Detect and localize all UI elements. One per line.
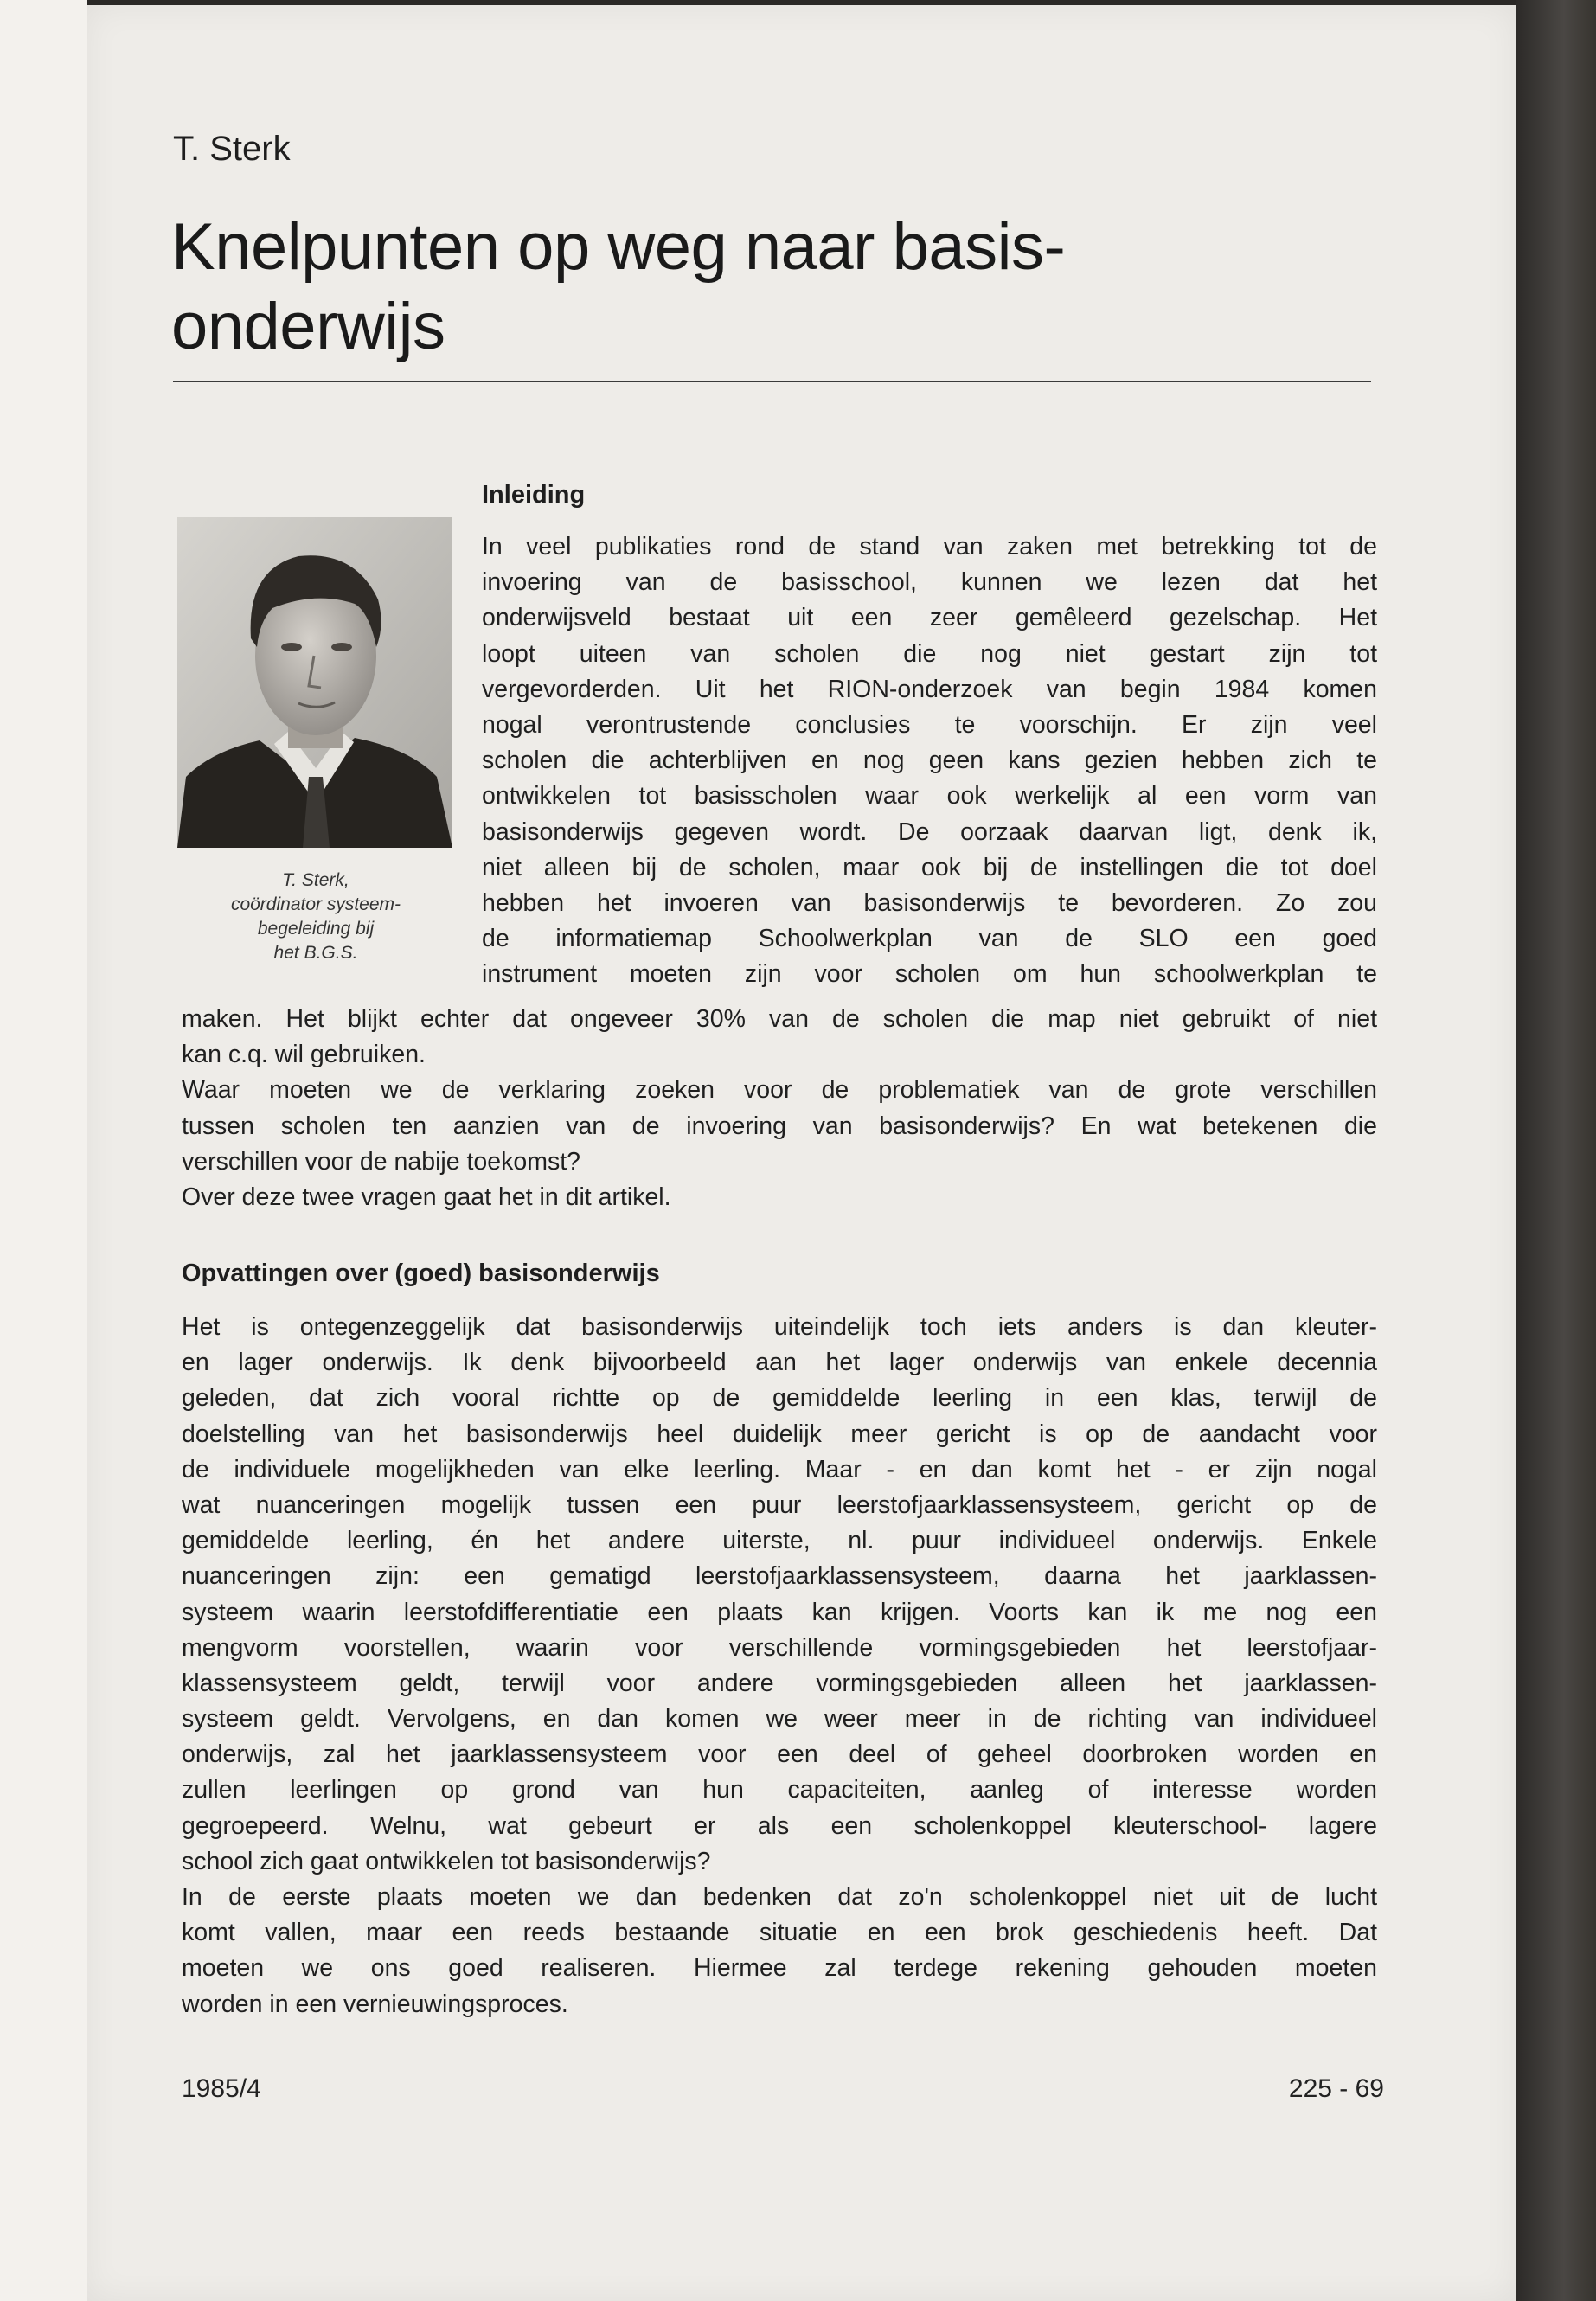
portrait-image — [177, 517, 452, 848]
text-line: basisonderwijs gegeven wordt. De oorzaak daarvan ligt, denk ik, — [482, 817, 1377, 846]
text-line: In de eerste plaats moeten we dan bedenken dat zo'n scholenkoppel niet uit de lucht — [182, 1883, 1377, 1911]
caption-line: het B.G.S. — [273, 943, 358, 963]
scan-right-edge — [1516, 0, 1596, 2301]
text-line: nogal verontrustende conclusies te voorschijn. Er zijn veel — [482, 710, 1377, 739]
text-line: onderwijs, zal het jaarklassensysteem voor een deel of geheel doorbroken worden en — [182, 1740, 1377, 1769]
text-line: Het is ontegenzeggelijk dat basisonderwijs uiteindelijk toch iets anders is dan kleuter- — [182, 1313, 1377, 1341]
text-line: worden in een vernieuwingsproces. — [182, 1990, 568, 2018]
text-line: instrument moeten zijn voor scholen om hun schoolwerkplan te — [482, 960, 1377, 989]
text-line: zullen leerlingen op grond van hun capaciteiten, aanleg of interesse worden — [182, 1776, 1377, 1804]
text-line: hebben het invoeren van basisonderwijs te bevorderen. Zo zou — [482, 888, 1377, 917]
text-line: en lager onderwijs. Ik denk bijvoorbeeld aan het lager onderwijs van enkele decennia — [182, 1349, 1377, 1377]
text-line: gegroepeerd. Welnu, wat gebeurt er als een scholenkoppel kleuterschool- lagere — [182, 1811, 1377, 1840]
opvattingen-paragraph — [182, 1310, 1377, 2022]
text-line: moeten we ons goed realiseren. Hiermee zal terdege rekening gehouden moeten — [182, 1954, 1377, 1983]
article-title — [171, 208, 1400, 367]
text-line: kan c.q. wil gebruiken. — [182, 1041, 426, 1069]
title-divider — [173, 381, 1371, 382]
author-photo — [177, 517, 452, 848]
text-line: mengvorm voorstellen, waarin voor verschillende vormingsgebieden het leerstofjaar- — [182, 1633, 1377, 1662]
text-line: onderwijsveld bestaat uit een zeer gemêleerd gezelschap. Het — [482, 604, 1377, 632]
section-heading-opvattingen: Opvattingen over (goed) basisonderwijs — [182, 1259, 660, 1287]
text-line: Waar moeten we de verklaring zoeken voor de problematiek van de grote verschillen — [182, 1076, 1377, 1105]
text-line: niet alleen bij de scholen, maar ook bij de instellingen die tot doel — [482, 853, 1377, 881]
text-line: klassensysteem geldt, terwijl voor andere vormingsgebieden alleen het jaarklassen- — [182, 1669, 1377, 1697]
caption-line: begeleiding bij — [257, 919, 375, 939]
text-line: komt vallen, maar een reeds bestaande situatie en een brok geschiedenis heeft. Dat — [182, 1919, 1377, 1947]
scan-left-margin — [0, 0, 87, 2301]
text-line: doelstelling van het basisonderwijs heel duidelijk meer gericht is op de aandacht voor — [182, 1420, 1377, 1448]
photo-caption — [156, 868, 476, 965]
title-line-2: onderwijs — [171, 290, 445, 363]
caption-line: coördinator systeem- — [230, 894, 401, 914]
text-line: school zich gaat ontwikkelen tot basisonderwijs? — [182, 1847, 711, 1875]
text-line: geleden, dat zich vooral richtte op de gemiddelde leerling in een klas, terwijl de — [182, 1384, 1377, 1413]
text-line: systeem waarin leerstofdifferentiatie een plaats kan krijgen. Voorts kan ik me nog een — [182, 1598, 1377, 1626]
intro-paragraph-wide — [182, 1002, 1377, 1215]
text-line: wat nuanceringen mogelijk tussen een puur leerstofjaarklassensysteem, gericht op de — [182, 1490, 1377, 1519]
issue-number: 1985/4 — [182, 2074, 261, 2103]
text-line: gemiddelde leerling, én het andere uiterste, nl. puur individueel onderwijs. Enkele — [182, 1527, 1377, 1555]
text-line: systeem geldt. Vervolgens, en dan komen we weer meer in de richting van individueel — [182, 1705, 1377, 1734]
text-line: ontwikkelen tot basisscholen waar ook werkelijk al een vorm van — [482, 782, 1377, 811]
text-line: loopt uiteen van scholen die nog niet gestart zijn tot — [482, 639, 1377, 668]
page-number: 225 - 69 — [1288, 2074, 1384, 2103]
text-line: maken. Het blijkt echter dat ongeveer 30% van de scholen die map niet gebruikt of niet — [182, 1005, 1377, 1033]
author-name: T. Sterk — [173, 130, 291, 168]
caption-line: T. Sterk, — [282, 870, 349, 890]
intro-paragraph-narrow — [482, 529, 1377, 992]
text-line: scholen die achterblijven en nog geen kans gezien hebben zich te — [482, 747, 1377, 775]
text-line: de informatiemap Schoolwerkplan van de SLO een goed — [482, 925, 1377, 953]
text-line: de individuele mogelijkheden van elke leerling. Maar - en dan komt het - er zijn nogal — [182, 1455, 1377, 1484]
text-line: nuanceringen zijn: een gematigd leerstofjaarklassensysteem, daarna het jaarklassen- — [182, 1562, 1377, 1591]
text-line: verschillen voor de nabije toekomst? — [182, 1147, 580, 1176]
text-line: invoering van de basisschool, kunnen we lezen dat het — [482, 568, 1377, 597]
title-line-1: Knelpunten op weg naar basis- — [171, 210, 1066, 284]
section-heading-inleiding: Inleiding — [482, 481, 586, 509]
text-line: In veel publikaties rond de stand van zaken met betrekking tot de — [482, 533, 1377, 561]
text-line: Over deze twee vragen gaat het in dit artikel. — [182, 1183, 671, 1211]
text-line: tussen scholen ten aanzien van de invoering van basisonderwijs? En wat betekenen die — [182, 1112, 1377, 1140]
text-line: vergevorderden. Uit het RION-onderzoek van begin 1984 komen — [482, 675, 1377, 703]
